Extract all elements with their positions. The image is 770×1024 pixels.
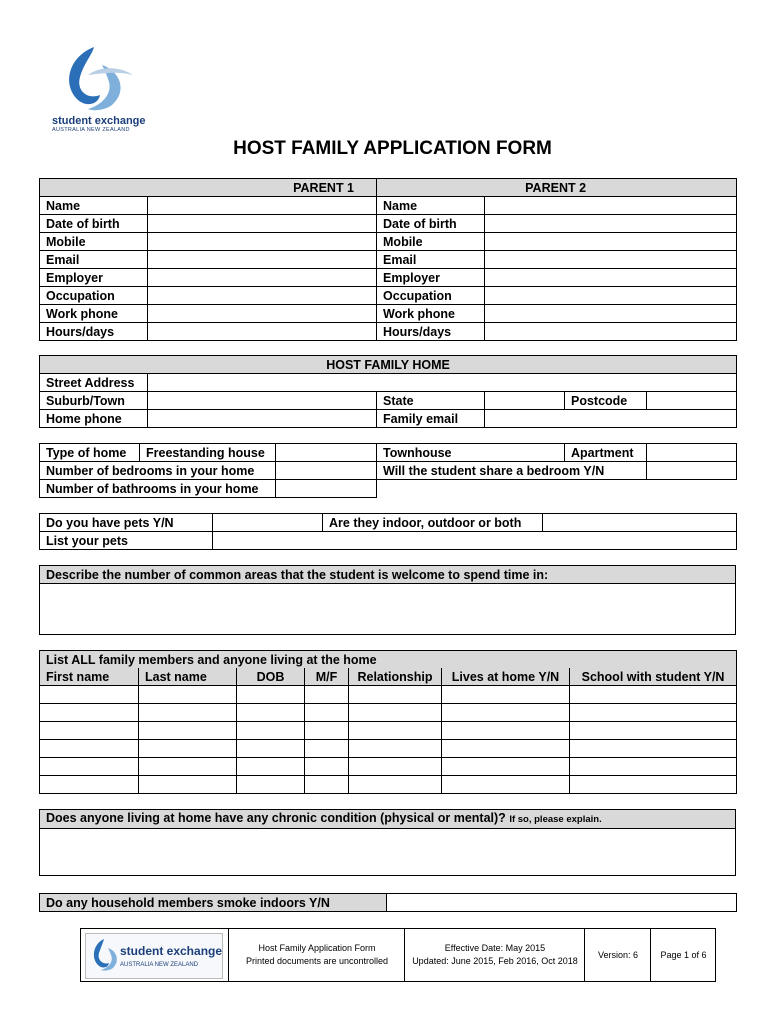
footer-logo bbox=[81, 929, 228, 981]
p1-label: Employer bbox=[40, 269, 148, 287]
logo-subtitle: AUSTRALIA NEW ZEALAND bbox=[52, 127, 130, 133]
pets-table bbox=[39, 513, 737, 550]
share-bedroom-input[interactable] bbox=[647, 462, 737, 480]
bedrooms-input[interactable] bbox=[276, 462, 377, 480]
p2-label: Email bbox=[377, 251, 485, 269]
p2-label: Mobile bbox=[377, 233, 485, 251]
apartment-input[interactable] bbox=[647, 444, 737, 462]
p1-label: Occupation bbox=[40, 287, 148, 305]
chronic-question: Does anyone living at home have any chronic condition (physical or mental)? bbox=[46, 811, 506, 825]
p2-email-input[interactable] bbox=[485, 251, 737, 269]
parents-table bbox=[39, 178, 737, 341]
footer-logo-name: student exchange bbox=[120, 944, 223, 958]
apartment-option[interactable]: Apartment bbox=[565, 444, 647, 462]
p1-label: Date of birth bbox=[40, 215, 148, 233]
p2-dob-input[interactable] bbox=[485, 215, 737, 233]
family-email-label: Family email bbox=[377, 410, 485, 428]
table-row bbox=[40, 704, 737, 722]
col-dob: DOB bbox=[237, 668, 305, 686]
footer-doc-title: Host Family Application Form bbox=[258, 943, 376, 953]
type-of-home-label: Type of home bbox=[40, 444, 140, 462]
page-title: HOST FAMILY APPLICATION FORM bbox=[233, 138, 552, 159]
chronic-label bbox=[40, 810, 736, 829]
parent2-header: PARENT 2 bbox=[377, 179, 737, 197]
p2-workphone-input[interactable] bbox=[485, 305, 737, 323]
street-input[interactable] bbox=[148, 374, 737, 392]
p2-label: Date of birth bbox=[377, 215, 485, 233]
p2-hours-input[interactable] bbox=[485, 323, 737, 341]
p2-label: Employer bbox=[377, 269, 485, 287]
home-table bbox=[39, 355, 737, 428]
p1-mobile-input[interactable] bbox=[148, 233, 377, 251]
p2-employer-input[interactable] bbox=[485, 269, 737, 287]
chronic-table bbox=[39, 809, 736, 876]
common-areas-table bbox=[39, 565, 736, 635]
logo-name: student exchange bbox=[52, 115, 146, 127]
bedrooms-label: Number of bedrooms in your home bbox=[40, 462, 276, 480]
p1-workphone-input[interactable] bbox=[148, 305, 377, 323]
state-label: State bbox=[377, 392, 485, 410]
footer-logo-subtitle: AUSTRALIA NEW ZEALAND bbox=[120, 962, 199, 968]
p1-name-input[interactable] bbox=[148, 197, 377, 215]
p1-email-input[interactable] bbox=[148, 251, 377, 269]
p2-label: Work phone bbox=[377, 305, 485, 323]
state-input[interactable] bbox=[485, 392, 565, 410]
p2-mobile-input[interactable] bbox=[485, 233, 737, 251]
common-areas-label: Describe the number of common areas that the student is welcome to spend time in: bbox=[40, 566, 736, 584]
have-pets-input[interactable] bbox=[213, 514, 323, 532]
footer-effective-date: Effective Date: May 2015 bbox=[444, 943, 546, 953]
p1-label: Email bbox=[40, 251, 148, 269]
table-row bbox=[40, 776, 737, 794]
members-table bbox=[39, 650, 737, 794]
street-label: Street Address bbox=[40, 374, 148, 392]
p2-label: Occupation bbox=[377, 287, 485, 305]
townhouse-option[interactable]: Townhouse bbox=[377, 444, 565, 462]
footer-logo-icon bbox=[90, 938, 120, 974]
smoke-input[interactable] bbox=[387, 894, 737, 912]
p2-name-input[interactable] bbox=[485, 197, 737, 215]
chronic-note: If so, please explain. bbox=[509, 814, 602, 825]
indoor-outdoor-input[interactable] bbox=[543, 514, 737, 532]
freestanding-option[interactable]: Freestanding house bbox=[140, 444, 276, 462]
p2-occupation-input[interactable] bbox=[485, 287, 737, 305]
share-bedroom-label: Will the student share a bedroom Y/N bbox=[377, 462, 647, 480]
parent1-header: PARENT 1 bbox=[40, 179, 377, 197]
col-last-name: Last name bbox=[139, 668, 237, 686]
bathrooms-input[interactable] bbox=[276, 480, 377, 498]
list-pets-input[interactable] bbox=[213, 532, 737, 550]
col-school: School with student Y/N bbox=[570, 668, 737, 686]
footer bbox=[80, 928, 716, 982]
table-row bbox=[40, 686, 737, 704]
p2-label: Hours/days bbox=[377, 323, 485, 341]
footer-dates bbox=[404, 929, 585, 981]
members-heading: List ALL family members and anyone living at the home bbox=[40, 651, 737, 669]
col-mf: M/F bbox=[305, 668, 349, 686]
col-relationship: Relationship bbox=[349, 668, 442, 686]
postcode-input[interactable] bbox=[647, 392, 737, 410]
indoor-outdoor-label: Are they indoor, outdoor or both bbox=[323, 514, 543, 532]
table-row bbox=[40, 722, 737, 740]
footer-updated-date: Updated: June 2015, Feb 2016, Oct 2018 bbox=[412, 956, 578, 966]
house-table bbox=[39, 443, 737, 498]
col-first-name: First name bbox=[40, 668, 139, 686]
footer-version: Version: 6 bbox=[584, 929, 651, 981]
suburb-input[interactable] bbox=[148, 392, 377, 410]
list-pets-label: List your pets bbox=[40, 532, 213, 550]
footer-doc-note: Printed documents are uncontrolled bbox=[245, 956, 389, 966]
p1-label: Mobile bbox=[40, 233, 148, 251]
home-phone-input[interactable] bbox=[148, 410, 377, 428]
postcode-label: Postcode bbox=[565, 392, 647, 410]
footer-doc-info bbox=[228, 929, 405, 981]
smoke-label: Do any household members smoke indoors Y/N bbox=[40, 894, 387, 912]
p1-label: Work phone bbox=[40, 305, 148, 323]
p1-label: Hours/days bbox=[40, 323, 148, 341]
col-lives-at-home: Lives at home Y/N bbox=[442, 668, 570, 686]
p2-label: Name bbox=[377, 197, 485, 215]
common-areas-input[interactable] bbox=[40, 584, 736, 635]
p1-label: Name bbox=[40, 197, 148, 215]
home-phone-label: Home phone bbox=[40, 410, 148, 428]
p1-employer-input[interactable] bbox=[148, 269, 377, 287]
home-header: HOST FAMILY HOME bbox=[40, 356, 737, 374]
chronic-input[interactable] bbox=[40, 829, 736, 876]
p1-hours-input[interactable] bbox=[148, 323, 377, 341]
p1-occupation-input[interactable] bbox=[148, 287, 377, 305]
family-email-input[interactable] bbox=[485, 410, 737, 428]
smoke-table bbox=[39, 893, 737, 912]
have-pets-label: Do you have pets Y/N bbox=[40, 514, 213, 532]
table-row bbox=[40, 758, 737, 776]
p1-dob-input[interactable] bbox=[148, 215, 377, 233]
footer-page-number: Page 1 of 6 bbox=[650, 929, 716, 981]
bathrooms-label: Number of bathrooms in your home bbox=[40, 480, 276, 498]
swoosh-logo-icon bbox=[58, 45, 138, 115]
suburb-label: Suburb/Town bbox=[40, 392, 148, 410]
table-row bbox=[40, 740, 737, 758]
